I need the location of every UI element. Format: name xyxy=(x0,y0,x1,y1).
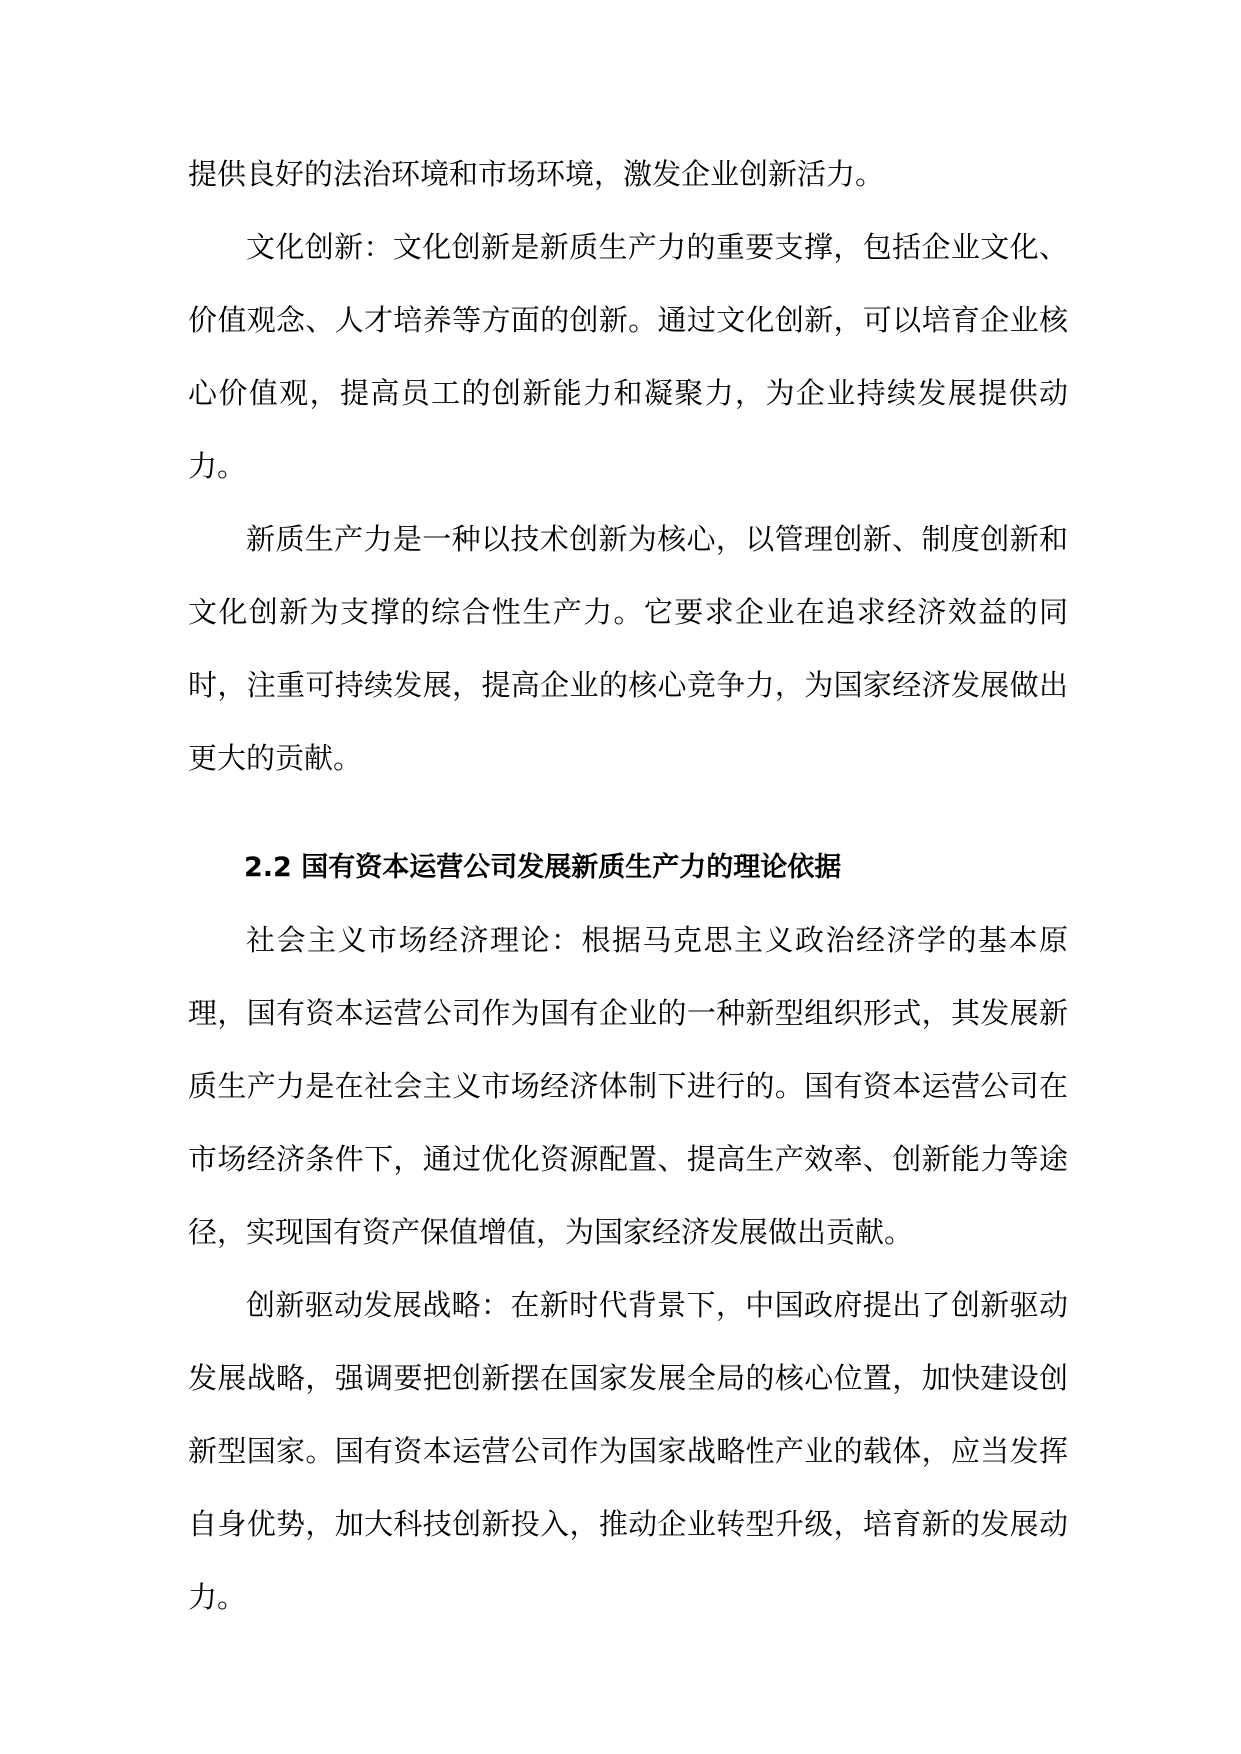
paragraph-cultural-innovation: 文化创新：文化创新是新质生产力的重要支撑，包括企业文化、价值观念、人才培养等方面的创新。通过文化创新，可以培育企业核心价值观，提高员工的创新能力和凝聚力，为企业持续发展提供动力。 xyxy=(188,230,1068,483)
section-heading: 2.2 国有资本运营公司发展新质生产力的理论依据 xyxy=(244,852,842,883)
paragraph-continuation: 提供良好的法治环境和市场环境，激发企业创新活力。 xyxy=(188,157,885,191)
paragraph-innovation-strategy: 创新驱动发展战略：在新时代背景下，中国政府提出了创新驱动发展战略，强调要把创新摆在国家发展全局的核心位置，加快建设创新型国家。国有资本运营公司作为国家战略性产业的载体，应当发挥自身优势，加大科技创新投入，推动企业转型升级，培育新的发展动力。 xyxy=(188,1288,1068,1614)
paragraph-new-productivity-summary: 新质生产力是一种以技术创新为核心，以管理创新、制度创新和文化创新为支撑的综合性生产力。它要求企业在追求经济效益的同时，注重可持续发展，提高企业的核心竞争力，为国家经济发展做出更大的贡献。 xyxy=(188,522,1068,775)
document-page xyxy=(188,138,1068,1634)
paragraph-market-economy-theory: 社会主义市场经济理论：根据马克思主义政治经济学的基本原理，国有资本运营公司作为国有企业的一种新型组织形式，其发展新质生产力是在社会主义市场经济体制下进行的。国有资本运营公司在市场经济条件下，通过优化资源配置、提高生产效率、创新能力等途径，实现国有资产保值增值，为国家经济发展做出贡献。 xyxy=(188,923,1068,1249)
